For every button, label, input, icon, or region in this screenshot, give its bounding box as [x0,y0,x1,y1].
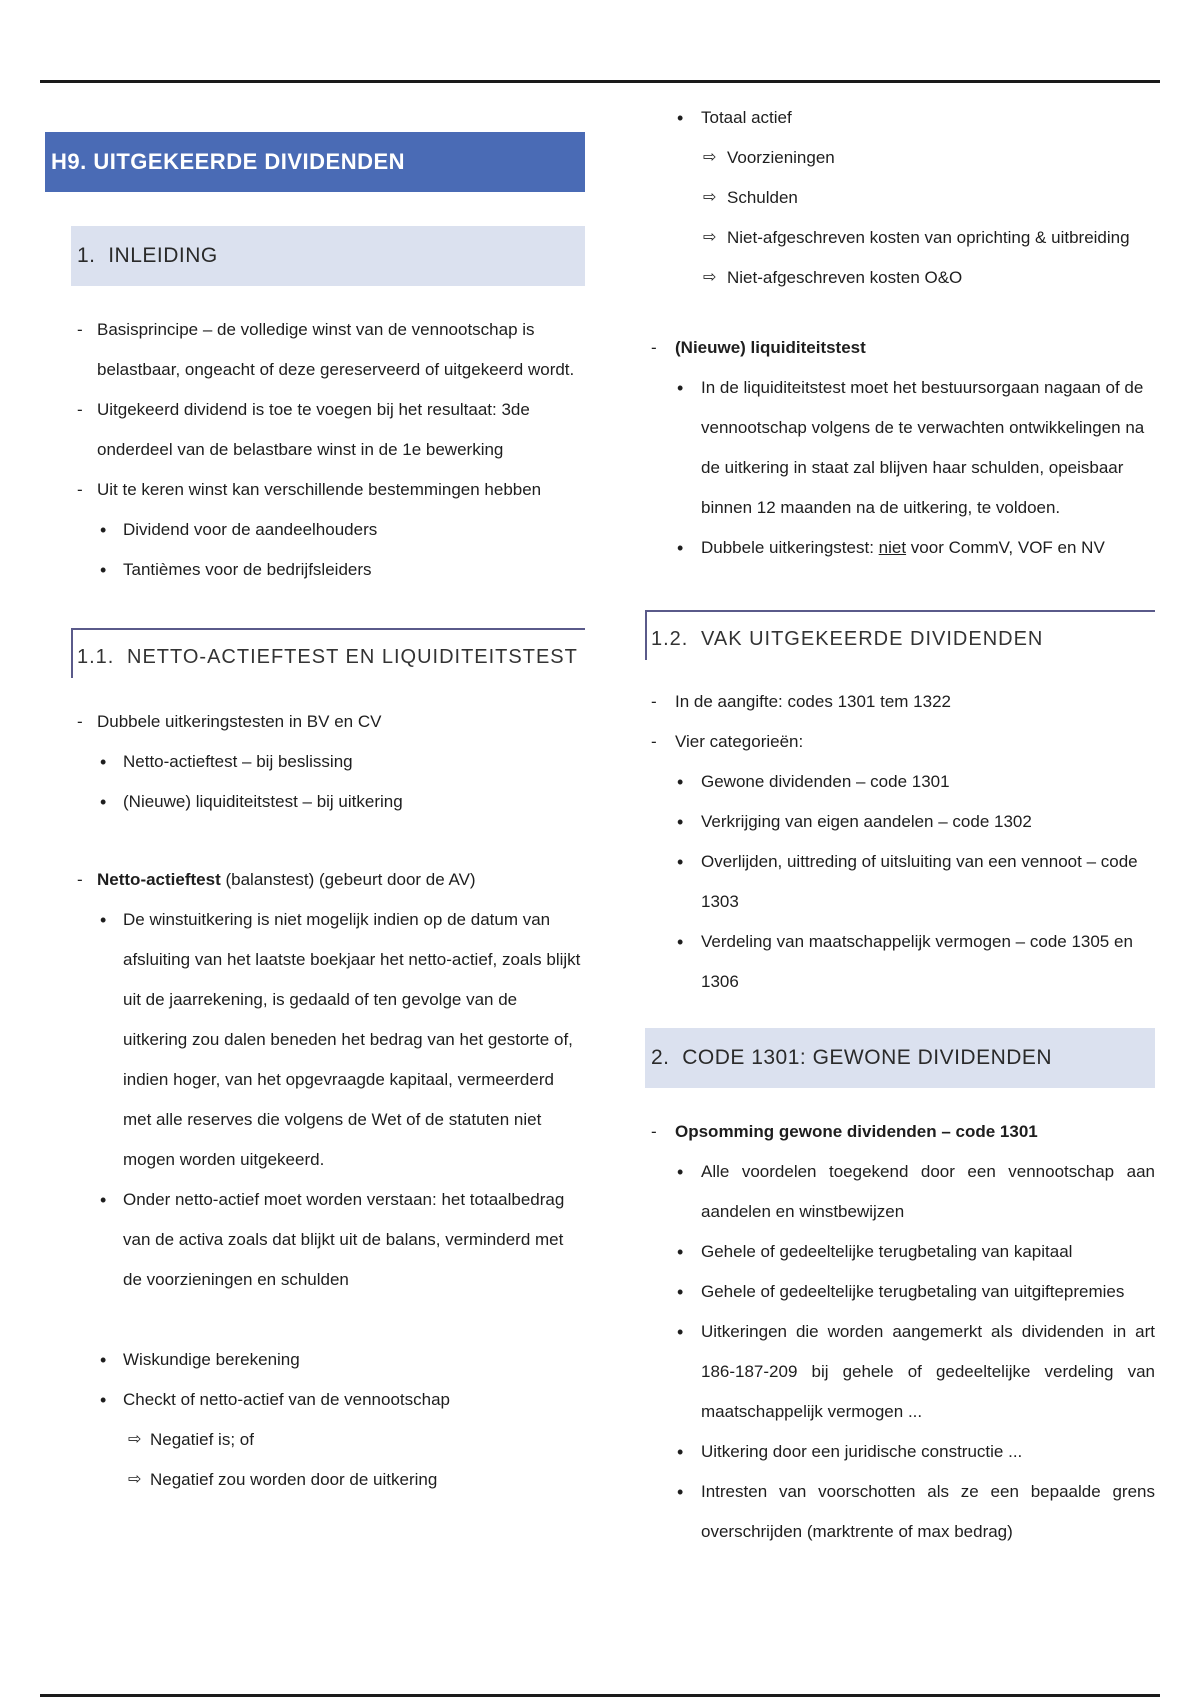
section-title: INLEIDING [108,244,218,267]
list-item: • Gewone dividenden – code 1301 [645,762,1155,802]
arrow-icon: ⇨ [703,189,717,206]
list-item: • Alle voordelen toegekend door een vennootschap aan aandelen en winstbewijzen [645,1152,1155,1232]
section-heading-vak [645,610,1155,660]
header-rule [40,80,1160,83]
list-item: - Uit te keren winst kan verschillende bestemmingen hebben [45,470,585,510]
list-item: - Vier categorieën: [645,722,1155,762]
intro-list [45,310,585,590]
liquiditeit-list [645,328,1155,568]
totaal-list [645,98,1155,298]
arrow-icon: ⇨ [703,229,717,246]
list-item [45,1460,585,1500]
list-item: • Totaal actief [645,98,1155,138]
item-text: voor CommV, VOF en NV [906,538,1105,557]
list-item: • Uitkering door een juridische constructie ... [645,1432,1155,1472]
list-item [645,138,1155,178]
item-text: Negatief zou worden door de uitkering [150,1470,438,1489]
list-item: • De winstuitkering is niet mogelijk indien op de datum van afsluiting van het laatste boekjaar het netto-actief, zoals blijkt uit de jaarrekening, is gedaald of ten gevolge van de uitkering zou dalen beneden het bedrag van het gestorte of, indien hoger, van het opgevraagde kapitaal, vermeerderd met alle reserves die volgens de Wet of de statuten niet mogen worden uitgekeerd. [45,900,585,1180]
section-number: 1. [77,244,96,267]
item-text: Voorzieningen [727,148,835,167]
gewone-list [645,1112,1155,1552]
list-item: - In de aangifte: codes 1301 tem 1322 [645,682,1155,722]
item-text: (balanstest) (gebeurt door de AV) [220,870,476,889]
list-item [645,328,1155,368]
item-text: Schulden [727,188,798,207]
list-item: • Uitkeringen die worden aangemerkt als dividenden in art 186-187-209 bij gehele of gedeeltelijke verdeling van maatschappelijk vermogen ... [645,1312,1155,1432]
bold-label: (Nieuwe) liquiditeitstest [675,338,866,357]
item-text: Negatief is; of [150,1430,254,1449]
bold-label: Netto-actieftest [97,870,221,889]
section-title: CODE 1301: GEWONE DIVIDENDEN [682,1046,1053,1069]
left-column [45,98,585,1500]
arrow-icon: ⇨ [703,269,717,286]
list-item: • Onder netto-actief moet worden verstaan: het totaalbedrag van de activa zoals dat blijkt uit de balans, verminderd met de voorzieningen en schulden [45,1180,585,1300]
section-title: NETTO-ACTIEFTEST EN LIQUIDITEITSTEST [127,646,578,668]
list-item [645,528,1155,568]
list-item [645,258,1155,298]
chapter-heading: H9. UITGEKEERDE DIVIDENDEN [45,132,585,192]
section-heading-inleiding [71,226,585,286]
list-item [645,1112,1155,1152]
arrow-icon: ⇨ [128,1431,142,1448]
list-item: - Uitgekeerd dividend is toe te voegen bij het resultaat: 3de onderdeel van de belastbare winst in de 1e bewerking [45,390,585,470]
list-item: • (Nieuwe) liquiditeitstest – bij uitkering [45,782,585,822]
section-heading-code1301 [645,1028,1155,1088]
item-text: Niet-afgeschreven kosten O&O [727,268,963,287]
list-item: • Checkt of netto-actief van de vennootschap [45,1380,585,1420]
list-item [645,218,1155,258]
section-number: 1.1. [77,646,115,668]
list-item [45,860,585,900]
list-item [45,1420,585,1460]
right-column [645,98,1155,1552]
arrow-icon: ⇨ [703,149,717,166]
vak-list [645,682,1155,1002]
arrow-icon: ⇨ [128,1471,142,1488]
list-item: • Tantièmes voor de bedrijfsleiders [45,550,585,590]
list-item [645,178,1155,218]
section-number: 2. [651,1046,670,1069]
tests-list [45,702,585,822]
list-item: • In de liquiditeitstest moet het bestuursorgaan nagaan of de vennootschap volgens de te verwachten ontwikkelingen na de uitkering in staat zal blijven haar schulden, opeisbaar binnen 12 maanden na de uitkering, te voldoen. [645,368,1155,528]
item-text: Dubbele uitkeringstest: [701,538,879,557]
list-item: • Dividend voor de aandeelhouders [45,510,585,550]
underlined-word: niet [878,538,907,557]
list-item: • Verkrijging van eigen aandelen – code 1302 [645,802,1155,842]
list-item: • Netto-actieftest – bij beslissing [45,742,585,782]
list-item: • Gehele of gedeeltelijke terugbetaling van uitgiftepremies [645,1272,1155,1312]
list-item: • Wiskundige berekening [45,1340,585,1380]
list-item: • Overlijden, uittreding of uitsluiting van een vennoot – code 1303 [645,842,1155,922]
netto-list [45,860,585,1500]
list-item: - Dubbele uitkeringstesten in BV en CV [45,702,585,742]
footer-rule [40,1694,1160,1697]
list-item: • Verdeling van maatschappelijk vermogen – code 1305 en 1306 [645,922,1155,1002]
section-heading-tests [71,628,585,678]
list-item: • Intresten van voorschotten als ze een bepaalde grens overschrijden (marktrente of max bedrag) [645,1472,1155,1552]
section-number: 1.2. [651,628,689,650]
bold-label: Opsomming gewone dividenden – code 1301 [675,1122,1038,1141]
item-text: Niet-afgeschreven kosten van oprichting & uitbreiding [727,228,1130,247]
section-title: VAK UITGEKEERDE DIVIDENDEN [701,628,1044,650]
list-item: - Basisprincipe – de volledige winst van de vennootschap is belastbaar, ongeacht of deze gereserveerd of uitgekeerd wordt. [45,310,585,390]
list-item: • Gehele of gedeeltelijke terugbetaling van kapitaal [645,1232,1155,1272]
